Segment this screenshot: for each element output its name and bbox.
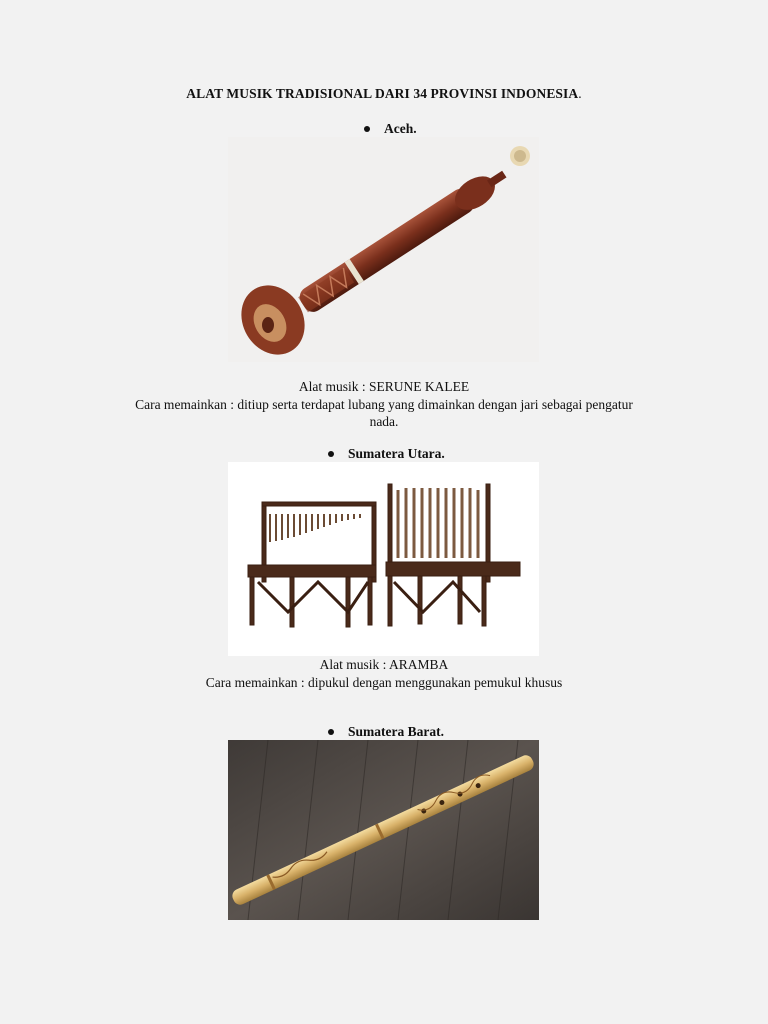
saluang-photo bbox=[228, 740, 539, 920]
document-title: ALAT MUSIK TRADISIONAL DARI 34 PROVINSI INDONESIA. bbox=[186, 86, 582, 101]
play-method-serune-kalee-line-1: Cara memainkan : ditiup serta terdapat lubang yang dimainkan dengan jari sebagai pengatur bbox=[135, 397, 633, 412]
play-method-aramba: Cara memainkan : dipukul dengan menggunakan pemukul khusus bbox=[205, 675, 563, 690]
play-method-serune-kalee-line-2: nada. bbox=[369, 414, 399, 429]
instrument-name-serune-kalee: Alat musik : SERUNE KALEE bbox=[298, 379, 470, 394]
province-heading-sumatera-barat: Sumatera Barat. bbox=[328, 724, 444, 740]
bullet-icon bbox=[364, 126, 370, 132]
serune-kalee-photo bbox=[228, 137, 539, 362]
bullet-icon bbox=[328, 451, 334, 457]
province-heading-aceh: Aceh. bbox=[364, 121, 417, 137]
bullet-icon bbox=[328, 729, 334, 735]
instrument-name-aramba: Alat musik : ARAMBA bbox=[319, 657, 449, 672]
aramba-photo bbox=[228, 462, 539, 656]
province-heading-sumatera-utara: Sumatera Utara. bbox=[328, 446, 445, 462]
